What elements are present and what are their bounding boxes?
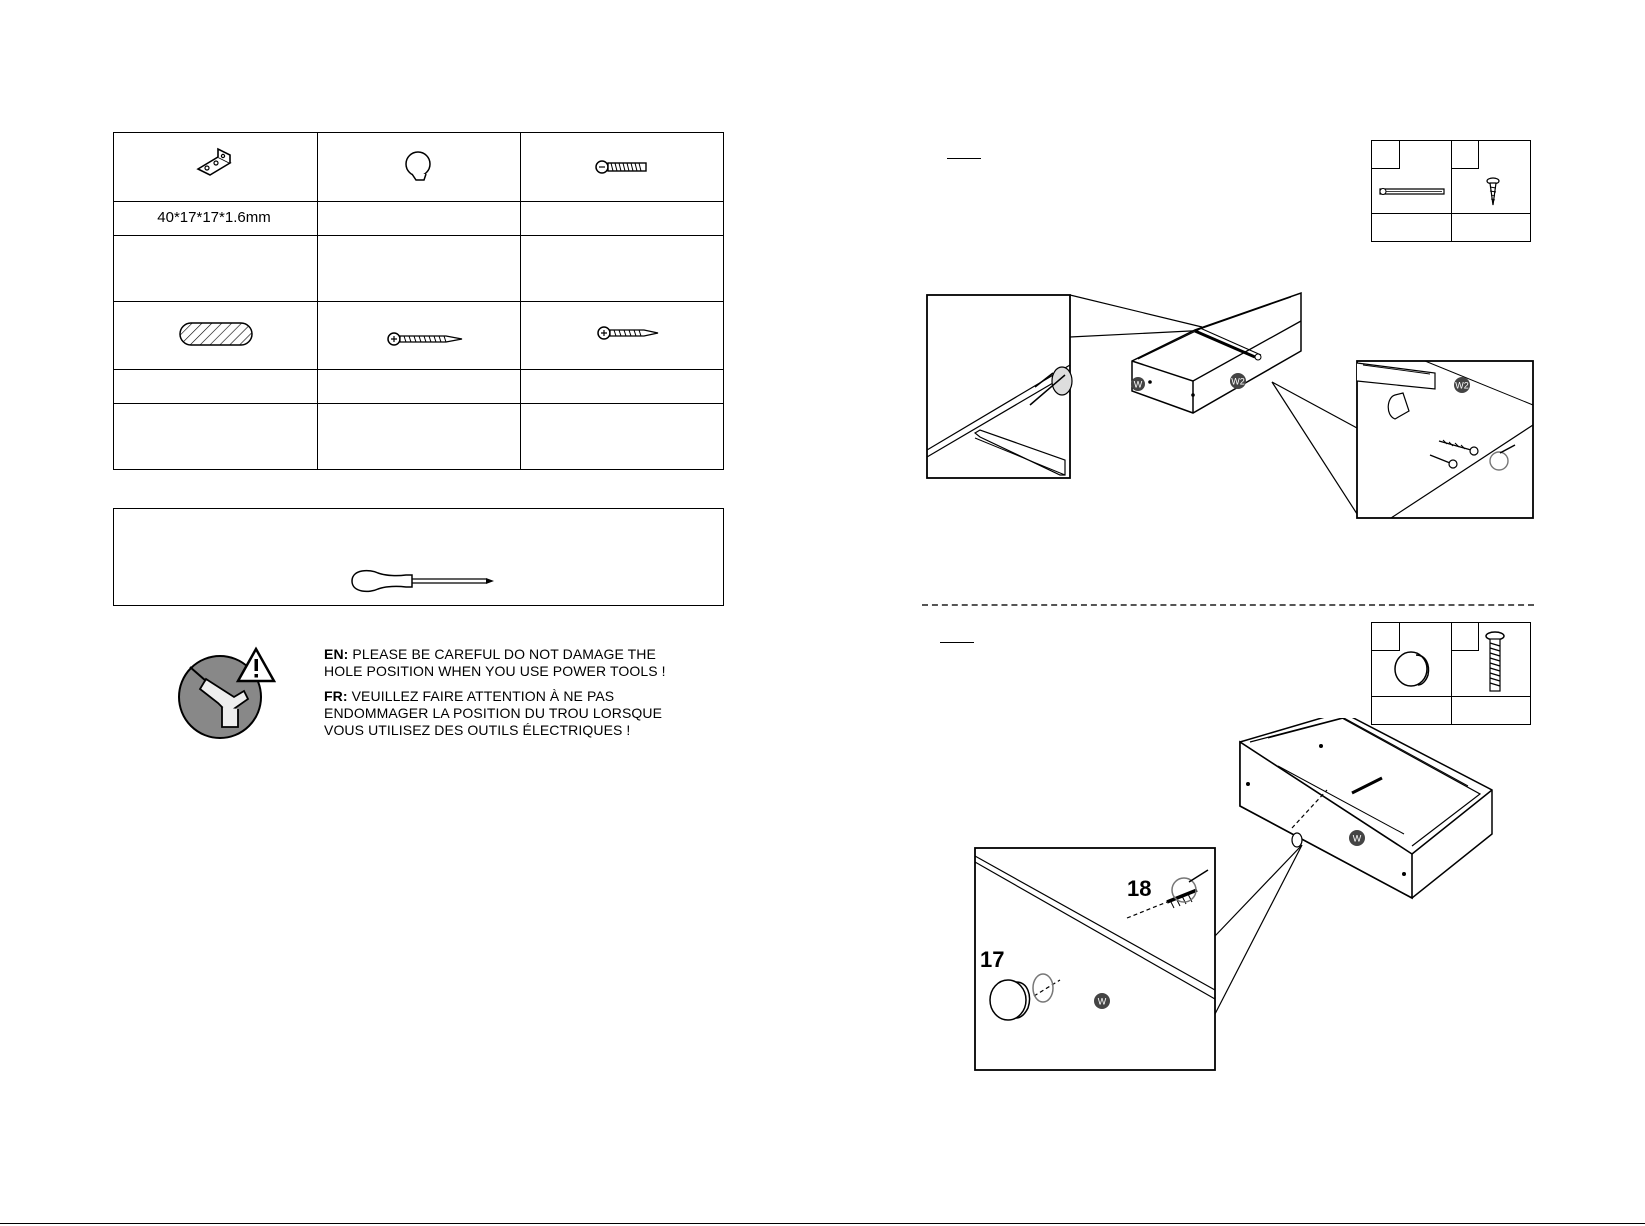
- knob-part-label-w: W: [1352, 833, 1362, 844]
- warning-fr-line3: VOUS UTILISEZ DES OUTILS ÉLECTRIQUES !: [324, 722, 631, 738]
- step-heading-underline-2: [940, 642, 974, 643]
- l-bracket-icon: [194, 147, 238, 183]
- drawer-slide-icon: [1378, 183, 1448, 199]
- dowel-icon: [176, 319, 256, 349]
- step-divider: [922, 604, 1534, 606]
- parts-table-knob: [1371, 622, 1531, 725]
- power-tool-warning-icon: [178, 645, 276, 741]
- warning-fr: [324, 688, 662, 739]
- bracket-size-label: 40*17*17*1.6mm: [157, 209, 271, 226]
- warning-fr-prefix: FR:: [324, 688, 348, 704]
- knob-icon: [402, 149, 436, 183]
- machine-screw-icon: [594, 157, 650, 177]
- warning-en-line2: HOLE POSITION WHEN YOU USE POWER TOOLS !: [324, 663, 666, 679]
- warning-en-prefix: EN:: [324, 646, 349, 662]
- small-screw-icon: [1484, 177, 1502, 207]
- knob-illustration: [972, 718, 1502, 1074]
- screwdriver-icon: [346, 564, 496, 598]
- step-number-18: 18: [1127, 876, 1152, 901]
- step-number-17: 17: [980, 947, 1005, 972]
- warning-fr-line2: ENDOMMAGER LA POSITION DU TROU LORSQUE: [324, 705, 663, 721]
- hardware-table: [113, 132, 724, 470]
- wood-screw-icon: [596, 321, 662, 345]
- knob-detail-label-w: W: [1097, 996, 1107, 1007]
- step-heading-underline: [947, 158, 981, 159]
- drawer-slide-illustration: [925, 285, 1535, 520]
- warning-fr-line1: VEUILLEZ FAIRE ATTENTION À NE PAS: [347, 688, 615, 704]
- knob-part-icon: [1392, 649, 1434, 693]
- page-bottom-rule: [0, 1223, 1645, 1224]
- tools-box: [113, 508, 724, 606]
- wood-screw-long-icon: [386, 327, 466, 351]
- part-label-w2: W2: [1231, 376, 1245, 387]
- warning-en: [324, 646, 666, 680]
- warning-en-line1: PLEASE BE CAREFUL DO NOT DAMAGE THE: [348, 646, 656, 662]
- knob-screw-icon: [1484, 631, 1506, 693]
- parts-table-slide: [1371, 140, 1531, 242]
- part-label-w: W: [1133, 379, 1143, 390]
- detail-label-w2: W2: [1455, 380, 1469, 391]
